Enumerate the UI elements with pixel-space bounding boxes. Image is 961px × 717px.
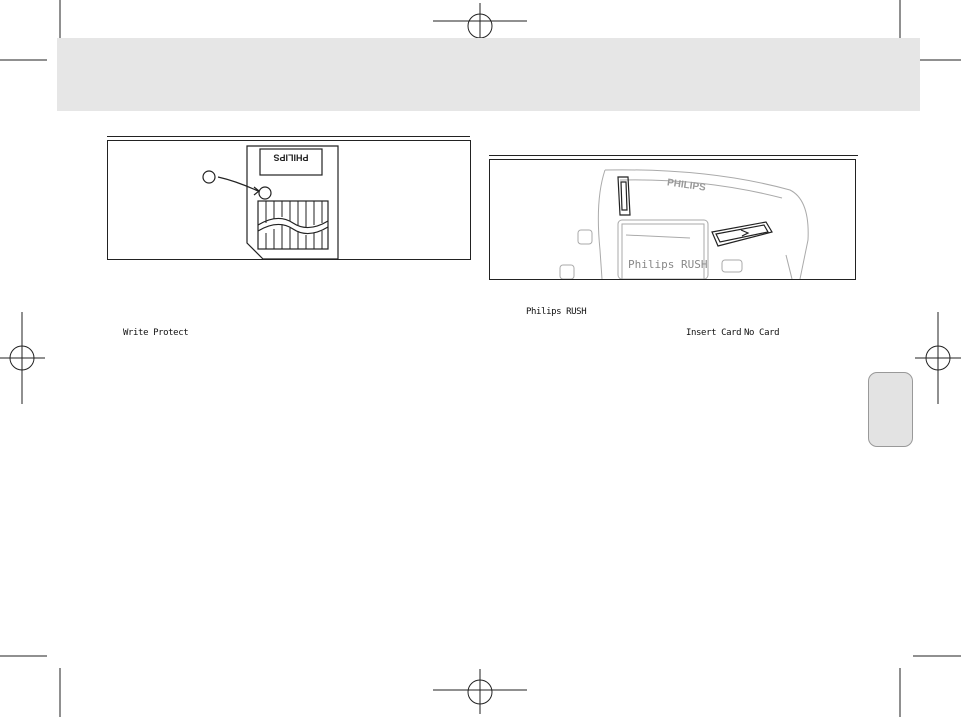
chapter-tab [868,372,913,447]
registration-target-bottom [433,669,527,714]
device-drawing [490,160,855,279]
header-band [57,38,920,111]
registration-target-right [915,312,961,404]
right-section-rule [489,155,858,156]
write-protect-label: Write Protect [123,328,189,338]
registration-target-left [0,312,45,404]
device-brand-label: PHILIPS [666,177,707,194]
card-illustration-frame [107,140,471,260]
memory-card-drawing [108,141,470,259]
insert-card-text: Insert Card [686,328,742,338]
card-brand-label: PHILIPS [273,152,309,163]
no-card-text: No Card [744,328,780,338]
protect-position-circle [203,171,215,183]
device-screen-text: Philips RUSH [628,258,708,271]
device-illustration-frame [489,159,856,280]
philips-rush-text: Philips RUSH [526,307,587,317]
left-section-rule [107,136,470,137]
